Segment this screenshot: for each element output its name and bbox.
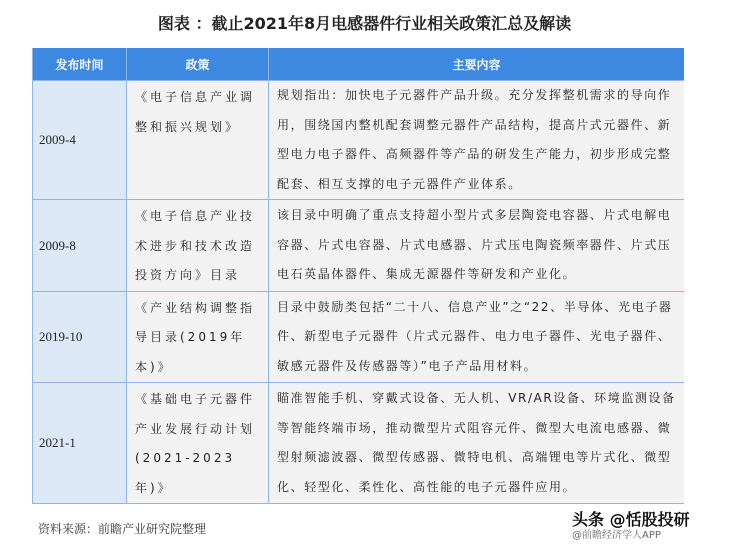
cell-policy: 《基础电子元器件产业发展行动计划(2021-2023年)》: [127, 383, 269, 504]
policy-table: [32, 48, 684, 504]
header-policy: 政策: [127, 48, 269, 81]
watermark: [572, 510, 722, 542]
table-row: [33, 383, 685, 504]
cell-date: 2009-8: [33, 200, 127, 292]
source-note: 资料来源：前瞻产业研究院整理: [38, 522, 207, 536]
cell-content: 规划指出：加快电子元器件产品升级。充分发挥整机需求的导向作用，围绕国内整机配套调整元器件产品结构，提高片式元器件、新型电力电子器件、高频器件等产品的研发生产能力，初步形成完整配套、相互支撑的电子元器件产业体系。: [269, 81, 685, 200]
table-row: [33, 291, 685, 383]
cell-date: 2021-1: [33, 383, 127, 504]
cell-content: 该目录中明确了重点支持超小型片式多层陶瓷电容器、片式电解电容器、片式电容器、片式电感器、片式压电陶瓷频率器件、片式压电石英晶体器件、集成无源器件等研发和产业化。: [269, 200, 685, 292]
cell-policy: 《电子信息产业技术进步和技术改造投资方向》目录: [127, 200, 269, 292]
page-title: 图表 ：截止2021年8月电感器件行业相关政策汇总及解读: [157, 14, 572, 33]
table-row: [33, 81, 685, 200]
table-row: [33, 200, 685, 292]
footer: [32, 504, 690, 548]
cell-policy: 《产业结构调整指导目录(2019年本)》: [127, 291, 269, 383]
cell-content: 瞄准智能手机、穿戴式设备、无人机、VR/AR设备、环境监测设备等智能终端市场，推动微型片式阻容元件、微型大电流电感器、微型射频滤波器、微型传感器、微特电机、高端锂电等片式化、微型化、轻型化、柔性化、高性能的电子元器件应用。: [269, 383, 685, 504]
table-header-row: [33, 48, 685, 81]
watermark-subtext: @前瞻经济学人APP: [572, 530, 661, 541]
cell-content: 目录中鼓励类包括“二十八、信息产业”之“22、半导体、光电子器件、新型电子元器件（片式元器件、电力电子器件、光电子器件、敏感元器件及传感器等）”电子产品用材料。: [269, 291, 685, 383]
cell-policy: 《电子信息产业调整和振兴规划》: [127, 81, 269, 200]
cell-date: 2009-4: [33, 81, 127, 200]
header-content: 主要内容: [269, 48, 685, 81]
header-date: 发布时间: [33, 48, 127, 81]
watermark-text: 头条 @恬股投研: [572, 510, 690, 529]
cell-date: 2019-10: [33, 291, 127, 383]
